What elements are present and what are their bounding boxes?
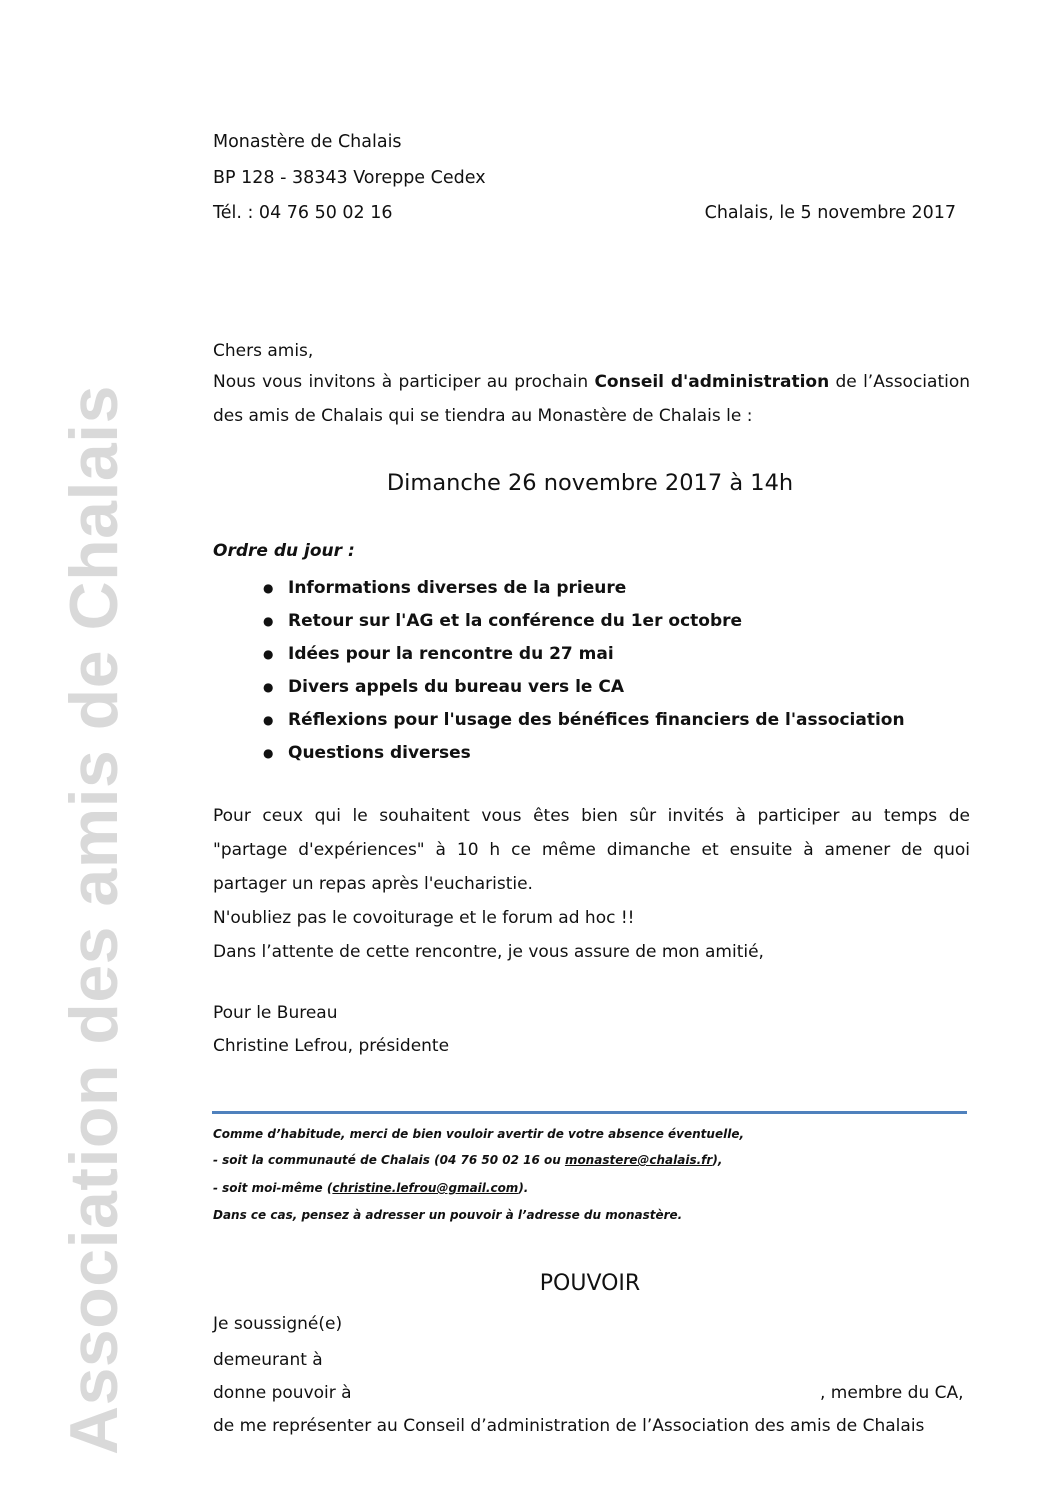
- address-line-1: Monastère de Chalais: [213, 132, 402, 152]
- agenda-item: ● Informations diverses de la prieure: [255, 572, 905, 605]
- agenda-item: ● Réflexions pour l'usage des bénéfices financiers de l'association: [255, 704, 905, 737]
- sidebar-watermark: Association des amis de Chalais: [56, 385, 132, 1455]
- form-donne-pouvoir: donne pouvoir à: [213, 1383, 352, 1403]
- para-line-2: "partage d'expériences" à 10 h ce même dimanche et ensuite à amener de quoi: [213, 840, 970, 860]
- para-line-3: partager un repas après l'eucharistie.: [213, 874, 533, 894]
- form-representer: de me représenter au Conseil d’administration de l’Association des amis de Chalais: [213, 1416, 925, 1436]
- intro-line-2: des amis de Chalais qui se tiendra au Monastère de Chalais le :: [213, 406, 753, 426]
- bullet-icon: ●: [263, 581, 274, 595]
- intro-paragraph: [213, 365, 970, 433]
- note-line-1: Comme d’habitude, merci de bien vouloir avertir de votre absence éventuelle,: [213, 1127, 745, 1141]
- form-demeurant: demeurant à: [213, 1350, 323, 1370]
- note-line-2: - soit la communauté de Chalais (04 76 50 02 16 ou monastere@chalais.fr),: [213, 1153, 723, 1167]
- covoiturage-line: N'oubliez pas le covoiturage et le forum ad hoc !!: [213, 908, 635, 928]
- signoff-bureau: Pour le Bureau: [213, 1003, 338, 1023]
- bullet-icon: ●: [263, 713, 274, 727]
- signoff-name: Christine Lefrou, présidente: [213, 1036, 450, 1056]
- agenda-item: ● Idées pour la rencontre du 27 mai: [255, 638, 905, 671]
- agenda-item: ● Retour sur l'AG et la conférence du 1er octobre: [255, 605, 905, 638]
- intro-line-1: Nous vous invitons à participer au prochain Conseil d'administration de l’Association: [213, 372, 971, 392]
- note-line-3: - soit moi-même (christine.lefrou@gmail.com).: [213, 1181, 529, 1195]
- phone-line: Tél. : 04 76 50 02 16: [213, 203, 393, 223]
- community-email-link[interactable]: monastere@chalais.fr: [564, 1153, 713, 1167]
- greeting: Chers amis,: [213, 341, 314, 361]
- agenda-item: ● Questions diverses: [255, 737, 905, 770]
- letter-date: Chalais, le 5 novembre 2017: [704, 203, 956, 223]
- bullet-icon: ●: [263, 647, 274, 661]
- note-line-4: Dans ce cas, pensez à adresser un pouvoir à l’adresse du monastère.: [213, 1208, 683, 1222]
- meeting-date: Dimanche 26 novembre 2017 à 14h: [386, 470, 794, 496]
- section-divider: [212, 1111, 967, 1114]
- agenda-list: [255, 572, 905, 770]
- form-soussigne: Je soussigné(e): [213, 1314, 343, 1334]
- agenda-title: Ordre du jour :: [213, 541, 355, 561]
- bullet-icon: ●: [263, 746, 274, 760]
- form-membre-ca: , membre du CA,: [820, 1383, 964, 1403]
- closing-line: Dans l’attente de cette rencontre, je vous assure de mon amitié,: [213, 942, 764, 962]
- agenda-item: ● Divers appels du bureau vers le CA: [255, 671, 905, 704]
- president-email-link[interactable]: christine.lefrou@gmail.com: [332, 1181, 519, 1195]
- invitation-paragraph: [213, 799, 970, 969]
- address-line-2: BP 128 - 38343 Voreppe Cedex: [213, 168, 486, 188]
- bullet-icon: ●: [263, 614, 274, 628]
- bullet-icon: ●: [263, 680, 274, 694]
- para-line-1: Pour ceux qui le souhaitent vous êtes bien sûr invités à participer au temps de: [213, 806, 970, 826]
- pouvoir-title: POUVOIR: [539, 1271, 641, 1296]
